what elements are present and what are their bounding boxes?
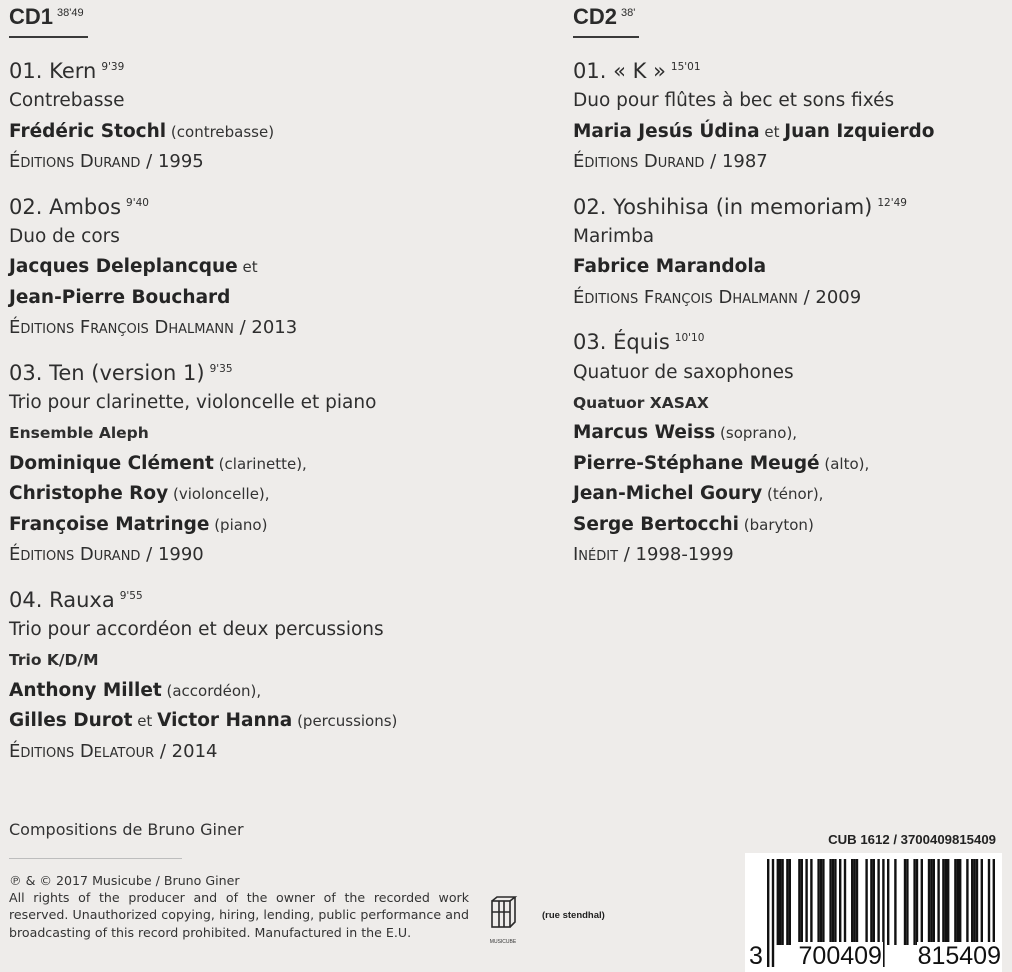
track-ensemble: Ensemble Aleph [9,424,149,443]
rue-stendhal-label: (rue stendhal) [542,910,605,921]
footer-divider [9,858,182,859]
performer-name: Christophe Roy [9,483,169,505]
performer-line [9,283,549,313]
barcode-bar [777,859,779,945]
track-instrumentation: Duo de cors [9,226,120,248]
publisher-year: / 2013 [233,317,298,339]
cd2-tracklist [573,52,1003,571]
cd2-duration: 38' [621,6,636,19]
track-title-line [9,52,549,86]
performer-note: (alto), [819,454,870,473]
performer-note: (clarinette), [213,454,307,473]
barcode-bar [921,859,923,945]
performer-note: (baryton) [739,515,814,534]
performer-note: et [132,712,158,731]
barcode-bar [829,859,831,945]
barcode-bar [916,859,918,945]
publisher-year: / 1990 [140,544,204,566]
performer-line [9,510,549,540]
barcode-bar [817,859,819,945]
performer-line [573,510,1003,540]
track-instrumentation: Marimba [573,226,655,248]
barcode-bar [913,859,915,945]
publisher-year: / 2009 [797,286,862,308]
cd1-label: CD1 [9,4,54,29]
track-number: 03. [9,360,43,385]
track-title-line [9,188,549,222]
barcode-bar [832,859,834,945]
publisher-year: / 1998-1999 [618,544,734,566]
track-entry [9,354,549,571]
barcode-bar [947,859,949,945]
cd2-heading [573,0,639,38]
publisher-name: Inédit [573,544,619,566]
track-title-line [573,323,1003,357]
track-title-line [9,354,549,388]
track-title-line [9,581,549,615]
barcode-digits-right: 815409 [917,942,1001,970]
barcode-bar [966,859,968,945]
cd2-column [573,0,1003,581]
barcode-bar [810,859,812,945]
barcode-bar [844,859,846,945]
barcode-bar [839,859,841,945]
performer-line [573,117,1003,147]
cd1-tracklist [9,52,549,767]
track-duration: 10'10 [674,332,705,345]
performer-line [573,252,1003,282]
track-duration: 15'01 [670,61,701,73]
performer-note: (soprano), [715,424,798,443]
barcode-bar [894,859,896,945]
barcode-bar [781,859,783,945]
performer-line [573,418,1003,448]
musicube-cube-icon [488,895,518,935]
publisher-name: Éditions Durand [573,151,705,173]
performer-name: Jean-Pierre Bouchard [9,286,231,308]
barcode-bar [933,859,935,945]
track-number: 01. [573,59,607,83]
performer-name: Jacques Deleplancque [9,256,238,278]
performer-line [573,479,1003,509]
cd2-label: CD2 [573,4,618,29]
barcode-digits [748,942,1002,971]
barcode-bar [973,859,975,945]
performer-name: Dominique Clément [9,452,214,474]
track-publisher [573,540,1003,570]
performer-note: (piano) [209,515,268,534]
barcode-bar [798,859,800,945]
legal-notice [9,872,469,941]
barcode-digit-first: 3 [749,942,763,970]
track-title-line [573,52,1003,86]
cd1-duration: 38'49 [57,6,84,19]
performer-name: Jean-Michel Goury [573,483,763,505]
track-instrumentation: Duo pour flûtes à bec et sons fixés [573,90,895,112]
publisher-year: / 1995 [140,151,204,173]
barcode-digits-left: 700409 [798,942,882,970]
publisher-year: / 2014 [154,740,218,762]
performer-line [9,252,549,282]
track-title: « K » [613,59,666,83]
track-publisher [573,283,1003,313]
performer-note: (percussions) [292,712,398,731]
track-title: Ten (version 1) [49,360,205,385]
performer-name: Victor Hanna [157,710,293,732]
barcode-bar [981,859,983,945]
barcode-bar [928,859,930,945]
track-duration: 9'55 [119,589,143,602]
publisher-name: Éditions Durand [9,151,141,173]
performer-line [9,449,549,479]
performer-name: Pierre-Stéphane Meugé [573,452,820,474]
barcode-bar [870,859,872,945]
barcode-bar [930,859,932,945]
publisher-name: Éditions Durand [9,544,141,566]
barcode-bar [959,859,961,945]
track-title: Rauxa [49,587,115,612]
musicube-logo [488,895,518,945]
barcode-bar [822,859,824,945]
track-ensemble: Quatuor XASAX [573,394,709,413]
performer-line [573,449,1003,479]
barcode-bar [957,859,959,945]
barcode-bar [887,859,889,945]
barcode-bar [945,859,947,945]
barcode-bar [779,859,781,945]
rights-text: All rights of the producer and of the owner of the recorded work reserved. Unauthorized copying, hiring, lending, public performance and broadcasting of this record prohibited. Manufactured in the E.U. [9,890,469,940]
track-duration: 9'39 [101,61,125,73]
track-entry [573,188,1003,314]
barcode-bar [820,859,822,945]
cd1-column [9,0,549,777]
barcode-bar [789,859,791,945]
barcode-bar [904,859,906,945]
barcode-bar [942,859,944,945]
track-publisher [9,147,549,177]
barcode-bar [937,859,939,945]
performer-note: et [237,258,258,277]
performer-note: et [759,122,785,141]
performer-name: Serge Bertocchi [573,513,739,535]
barcode-bar [971,859,973,945]
publisher-name: Éditions François Dhalmann [573,286,798,308]
track-entry [573,323,1003,570]
track-entry [9,52,549,178]
track-publisher [573,147,1003,177]
track-instrumentation: Trio pour clarinette, violoncelle et piano [9,392,377,414]
barcode-bar [851,859,853,945]
copyright-line: ℗ & © 2017 Musicube / Bruno Giner [9,873,240,888]
track-ensemble: Trio K/D/M [9,651,99,670]
track-publisher [9,737,549,767]
track-number: 04. [9,587,43,612]
track-publisher [9,540,549,570]
cd1-heading [9,0,88,38]
track-title: Équis [613,330,670,355]
performer-note: (ténor), [762,485,824,504]
track-duration: 9'35 [209,362,233,375]
catalog-number: CUB 1612 / 3700409815409 [828,832,996,847]
track-publisher [9,313,549,343]
performer-line [9,706,549,736]
performer-note: (violoncelle), [168,485,270,504]
track-title: Kern [49,59,97,83]
track-duration: 9'40 [126,196,149,209]
barcode-bar [873,859,875,945]
performer-name: Juan Izquierdo [784,120,935,142]
performer-name: Marcus Weiss [573,422,716,444]
barcode-bar [976,859,978,945]
track-duration: 12'49 [877,196,907,209]
publisher-year: / 1987 [704,151,768,173]
track-instrumentation: Contrebasse [9,90,125,112]
track-number: 03. [573,330,607,355]
performer-name: Anthony Millet [9,679,162,701]
musicube-label: MUSICUBE [489,939,517,945]
barcode-bar [801,859,803,945]
track-number: 02. [9,194,43,219]
track-number: 01. [9,59,43,83]
performer-name: Françoise Matringe [9,513,210,535]
performer-line [9,117,549,147]
barcode-bar [834,859,836,945]
track-title-line [573,188,1003,222]
track-title: Ambos [49,194,122,219]
barcode-bar [906,859,908,945]
performer-line [9,479,549,509]
performer-note: (contrebasse) [166,122,275,141]
publisher-name: Éditions François Dhalmann [9,317,234,339]
track-instrumentation: Quatuor de saxophones [573,361,794,383]
performer-name: Frédéric Stochl [9,120,167,142]
barcode-bar [786,859,788,945]
rue-stendhal-logo [538,898,616,938]
track-entry [9,188,549,344]
performer-name: Gilles Durot [9,710,133,732]
compositions-credit: Compositions de Bruno Giner [9,820,244,839]
barcode-bar [805,859,807,945]
performer-line [9,676,549,706]
performer-note: (accordéon), [161,681,262,700]
barcode-bar [954,859,956,945]
track-title: Yoshihisa (in memoriam) [613,194,873,219]
barcode-bar [865,859,867,945]
barcode-bar [856,859,858,945]
publisher-name: Éditions Delatour [9,740,155,762]
performer-name: Maria Jesús Údina [573,120,760,142]
track-entry [573,52,1003,178]
track-entry [9,581,549,767]
performer-name: Fabrice Marandola [573,256,767,278]
track-number: 02. [573,194,607,219]
barcode-bar [853,859,855,945]
track-instrumentation: Trio pour accordéon et deux percussions [9,618,384,640]
